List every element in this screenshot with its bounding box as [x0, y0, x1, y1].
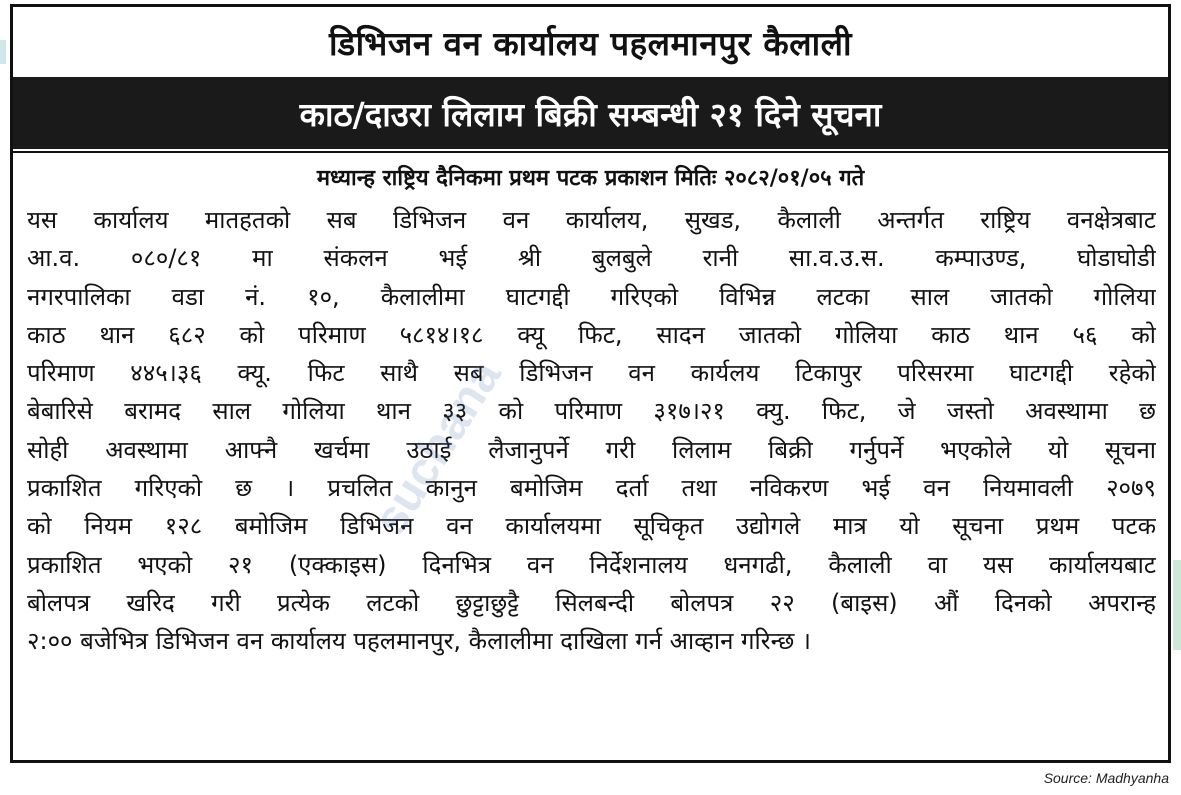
notice-banner-title: काठ/दाउरा लिलाम बिक्री सम्बन्धी २१ दिने सूचना: [13, 77, 1168, 149]
notice-body-line: सोही अवस्थामा आफ्नै खर्चमा उठाई लैजानुपर्ने गरी लिलाम बिक्री गर्नुपर्ने भएकोले यो सूचना: [27, 435, 1156, 464]
notice-body-line: नगरपालिका वडा नं. १०, कैलालीमा घाटगद्दी गरिएको विभिन्न लटका साल जातको गोलिया: [27, 282, 1156, 311]
notice-body: [13, 201, 1168, 661]
left-edge-decoration: [0, 40, 6, 64]
notice-body-line: को नियम १२८ बमोजिम डिभिजन वन कार्यालयमा सूचिकृत उद्योगले मात्र यो सूचना प्रथम पटक: [27, 512, 1156, 541]
notice-body-line: यस कार्यालय मातहतको सब डिभिजन वन कार्यालय, सुखड, कैलाली अन्तर्गत राष्ट्रिय वनक्षेत्रबाट: [27, 206, 1156, 234]
publish-date-line: मध्यान्ह राष्ट्रिय दैनिकमा प्रथम पटक प्रकाशन मितिः २०८२/०१/०५ गते: [13, 151, 1168, 201]
notice-body-line: बेबारिसे बरामद साल गोलिया थान ३३ को परिमाण ३१७।२१ क्यु. फिट, जे जस्तो अवस्थामा छ: [27, 397, 1156, 426]
office-title: डिभिजन वन कार्यालय पहलमानपुर कैलाली: [328, 23, 853, 63]
notice-body-line: प्रकाशित गरिएको छ । प्रचलित कानुन बमोजिम दर्ता तथा नविकरण भई वन नियमावली २०७९: [27, 474, 1156, 503]
right-edge-decoration: [1173, 560, 1181, 650]
public-notice: [10, 4, 1171, 763]
notice-body-line: २:०० बजेभित्र डिभिजन वन कार्यालय पहलमानपुर, कैलालीमा दाखिला गर्न आव्हान गरिन्छ ।: [27, 627, 811, 656]
notice-body-line: काठ थान ६८२ को परिमाण ५८१४।१८ क्यू फिट, सादन जातको गोलिया काठ थान ५६ को: [27, 320, 1156, 349]
source-credit: Source: Madhyanha: [1043, 770, 1169, 786]
notice-body-line: आ.व. ०८०/८१ मा संकलन भई श्री बुलबुले रानी सा.व.उ.स. कम्पाउण्ड, घोडाघोडी: [27, 244, 1156, 273]
notice-body-line: बोलपत्र खरिद गरी प्रत्येक लटको छुट्टाछुट्टै सिलबन्दी बोलपत्र २२ (बाइस) औं दिनको अपरान्ह: [27, 588, 1156, 617]
notice-body-line: प्रकाशित भएको २१ (एक्काइस) दिनभित्र वन निर्देशनालय धनगढी, कैलाली वा यस कार्यालयबाट: [27, 550, 1156, 579]
notice-body-line: परिमाण ४४५।३६ क्यू. फिट साथै सब डिभिजन वन कार्यलय टिकापुर परिसरमा घाटगद्दी रहेको: [27, 359, 1156, 388]
